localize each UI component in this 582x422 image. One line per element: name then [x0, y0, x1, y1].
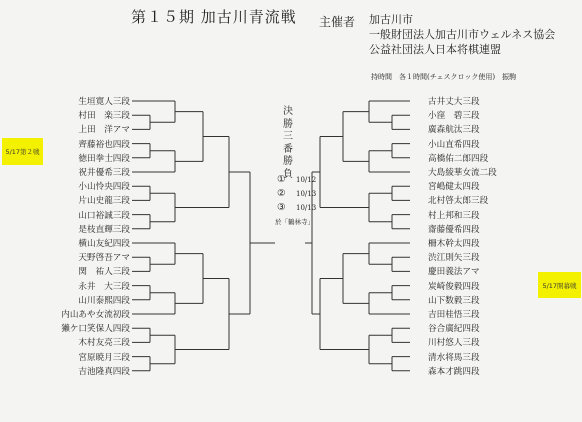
page-title: 第１５期 加古川青流戦	[131, 8, 297, 26]
left-player-name: 齊藤裕也四段	[78, 139, 130, 150]
left-player-name: 天野啓吾アマ	[78, 253, 130, 264]
left-player-name: 山口裕誠三段	[78, 210, 130, 221]
left-player-name: 生垣寛人三段	[78, 97, 130, 107]
left-player-name: 関 祐人三段	[78, 267, 130, 278]
left-player-name: 山川泰熙四段	[78, 295, 130, 306]
right-player-name: 北村啓太郎三段	[428, 196, 489, 207]
game-date: 10/12	[296, 176, 317, 184]
right-player-name: 川村悠人三段	[428, 338, 480, 349]
left-player-name: 是枝直輝三段	[78, 224, 130, 235]
right-player-name: 慶田義法アマ	[428, 267, 480, 278]
right-player-name: 渋江則矢三段	[428, 253, 480, 264]
right-player-name: 村上邦和三段	[428, 210, 480, 221]
left-player-name: 上田 洋アマ	[78, 125, 130, 136]
left-player-name: 小山怜央四段	[78, 182, 130, 193]
left-player-name: 片山史龍三段	[78, 196, 130, 207]
game-number: ③	[277, 202, 286, 213]
left-player-name: 獺ケ口笑保人四段	[61, 324, 130, 335]
right-player-name: 小窪 碧三段	[428, 111, 480, 122]
right-player-name: 古井丈大三段	[428, 97, 480, 107]
final-label-char: 番	[283, 143, 293, 155]
final-label-char: 三	[283, 131, 293, 142]
left-player-name: 永井 大三段	[78, 281, 130, 292]
right-player-name: 宮嶋健太四段	[428, 182, 480, 193]
left-player-name: 祝井優希三段	[78, 168, 130, 178]
organizer-3: 公益社団法人日本将棋連盟	[369, 43, 501, 56]
organizer-1: 加古川市	[369, 13, 413, 26]
final-label-char: 勝	[283, 118, 293, 130]
time-rule: 持時間 各１時間(チェスクロック使用) 振駒	[371, 73, 517, 81]
left-player-name: 横山友紀四段	[78, 239, 130, 249]
left-schedule-badge: 5/17第２戦	[2, 138, 43, 165]
final-label-char: 決	[283, 106, 293, 117]
organizer-2: 一般財団法人加古川市ウェルネス協会	[369, 28, 556, 41]
right-player-name: 齋藤優希四段	[428, 224, 480, 235]
right-player-name: 高橋佑二郎四段	[428, 153, 489, 164]
left-player-name: 木村友亮三段	[78, 338, 130, 349]
final-label-char: 勝	[283, 156, 293, 167]
game-number: ①	[277, 174, 286, 185]
game-date: 10/13	[296, 204, 317, 212]
game-date: 10/13	[296, 190, 317, 198]
right-player-name: 小山直希四段	[428, 139, 480, 150]
left-player-name: 吉池隆真四段	[78, 366, 130, 377]
organizer-label: 主催者	[319, 15, 356, 29]
right-player-name: 廣森航汰三段	[428, 125, 480, 136]
right-schedule-badge: 5/17開幕戦	[538, 272, 581, 298]
final-label-char: 負	[283, 168, 293, 180]
game-number: ②	[277, 188, 286, 199]
left-player-name: 内山あや女流初段	[61, 310, 130, 320]
right-player-name: 吉田桂悟三段	[428, 310, 480, 320]
right-player-name: 山下数毅三段	[428, 295, 480, 306]
right-player-name: 大島綾華女流二段	[428, 168, 497, 178]
right-player-name: 清水将馬三段	[428, 352, 480, 363]
left-player-name: 宮原暁月三段	[78, 352, 130, 363]
right-player-name: 炭崎俊毅四段	[428, 281, 480, 292]
venue: 於「鶴林寺」	[275, 218, 314, 226]
right-player-name: 森本才跳四段	[428, 366, 480, 377]
right-player-name: 谷合廣紀四段	[428, 324, 480, 335]
left-player-name: 村田 楽三段	[78, 111, 130, 122]
left-player-name: 徳田拳士四段	[78, 153, 130, 164]
right-player-name: 柵木幹太四段	[428, 239, 480, 249]
